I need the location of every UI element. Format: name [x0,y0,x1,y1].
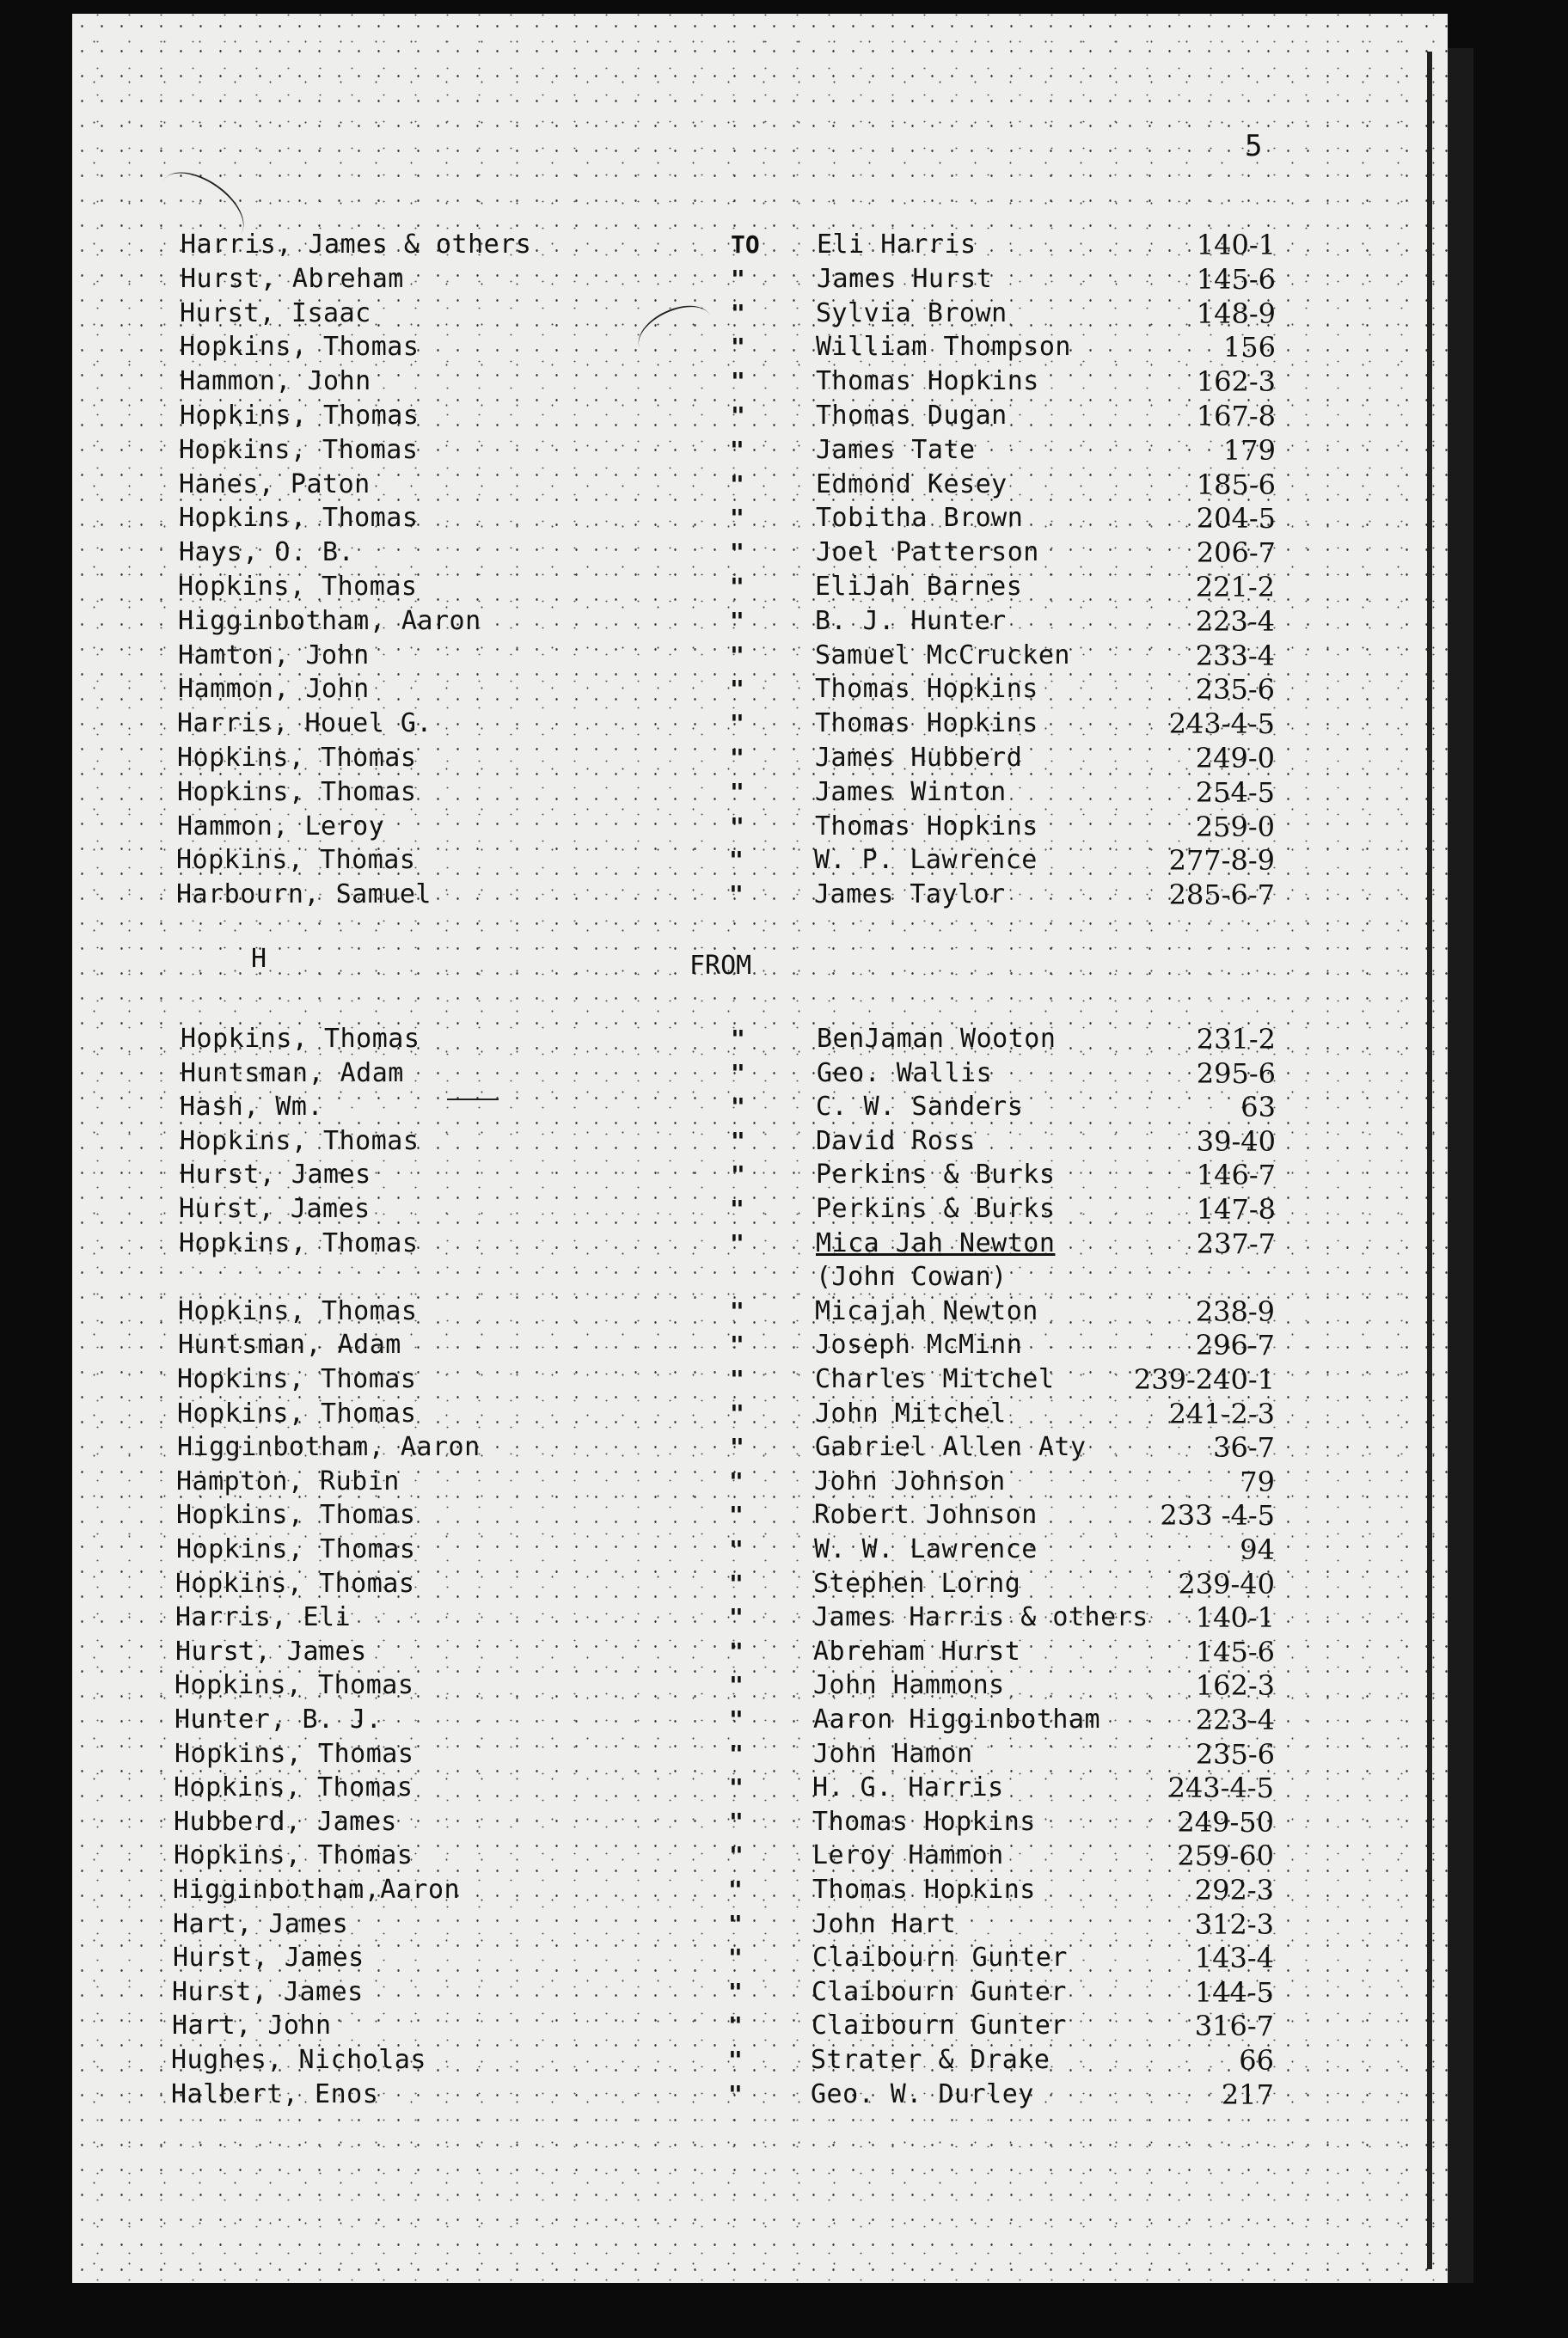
page-edge-shadow [1427,52,1432,2269]
from-section-label: FROM [689,951,752,981]
page-reference: 259-0 [1195,810,1275,843]
other-party: Gabriel Allen Aty [815,1432,1087,1463]
index-name: Hurst, James [175,1636,367,1667]
page-reference: 147-8 [1196,1193,1276,1226]
index-name: Hopkins, Thomas [176,1500,416,1531]
other-party: Claibourn Gunter [812,1943,1068,1974]
index-name: Hash, Wm. [180,1092,324,1123]
ditto-mark: " [731,1058,745,1087]
index-name: Hurst, Abreham [181,263,404,294]
other-party: James Hubberd [815,743,1023,773]
index-name: Huntsman, Adam [181,1057,404,1088]
ditto-mark: " [731,333,745,362]
other-party: H. G. Harris [812,1772,1004,1803]
page-reference: 185-6 [1196,468,1276,501]
page-reference: 296-7 [1195,1329,1275,1362]
index-name: Hopkins, Thomas [178,1295,418,1326]
ditto-mark: " [728,2011,743,2041]
ditto-mark: " [729,1739,744,1768]
page-reference: 143-4 [1194,1942,1274,1975]
ditto-mark: " [730,469,744,499]
page-reference: 156 [1222,331,1276,364]
other-party: W. W. Lawrence [814,1534,1038,1564]
ditto-mark: " [730,1296,744,1325]
index-name: Hopkins, Thomas [174,1772,413,1803]
ditto-mark: " [728,1909,743,1938]
index-name: Hart, James [173,1908,349,1939]
other-party: James Hurst [817,263,993,294]
page-reference: 233 -4-5 [1160,1499,1275,1533]
ditto-mark: " [729,1603,744,1632]
index-name: Hopkins, Thomas [179,1227,419,1258]
index-name: Hampton, Rubin [176,1466,400,1496]
index-name: Hart, John [172,2011,332,2041]
other-party: Joel Patterson [816,537,1039,568]
other-party: David Ross [816,1125,976,1156]
other-party: Claibourn Gunter [812,1976,1067,2007]
index-name: Hopkins, Thomas [175,1670,414,1701]
index-name: Hammon, Leroy [177,811,385,842]
ditto-mark: TO [731,230,760,259]
page-reference: 238-9 [1195,1294,1275,1328]
other-party: Strater & Drake [811,2045,1050,2075]
ditto-mark: " [730,777,744,806]
page-reference: 231-2 [1196,1023,1276,1056]
other-party: Thomas Hopkins [815,674,1038,705]
ditto-mark: " [730,538,744,567]
other-party: (John Cowan) [816,1262,1008,1293]
ditto-mark: " [731,1126,745,1155]
index-name: Hopkins, Thomas [177,1398,417,1429]
ditto-mark: " [731,1160,745,1190]
page-reference: 79 [1240,1465,1275,1498]
ditto-mark: " [729,846,744,875]
page-reference: 140-1 [1195,1601,1275,1635]
index-name: Halbert, Enos [171,2078,379,2109]
other-party: James Taylor [814,879,1006,910]
page-reference: 206-7 [1196,536,1276,570]
page-reference: 243-4-5 [1167,1772,1274,1805]
other-party: Mica Jah Newton [816,1227,1056,1258]
index-name: Hopkins, Thomas [179,434,419,465]
page-reference: 162-3 [1195,1669,1275,1703]
page-reference: 36-7 [1213,1431,1275,1465]
ditto-mark: " [729,1535,744,1564]
ditto-mark: " [731,298,745,327]
ditto-mark: " [731,1092,745,1122]
ditto-mark: " [729,1569,744,1598]
ditto-mark: " [730,1228,744,1258]
index-name: Hays, O. B. [179,537,355,568]
other-party: James Winton [815,776,1007,807]
index-name: Hurst, James [180,1160,371,1190]
other-party: John Hart [812,1908,957,1939]
index-name: Harbourn, Samuel [176,879,432,910]
index-name: Hammon, John [180,366,371,397]
other-party: Joseph McMinn [815,1330,1023,1361]
ditto-mark: " [730,709,744,738]
ditto-mark: " [729,1841,744,1870]
page-reference: 239-240-1 [1133,1363,1275,1396]
ditto-mark: " [731,264,745,293]
index-name: Hopkins, Thomas [180,332,420,363]
ditto-mark: " [728,1876,743,1904]
index-name: Hopkins, Thomas [177,1364,417,1394]
other-party: Aaron Higginbotham [813,1705,1101,1735]
index-name: Hopkins, Thomas [178,572,418,602]
page-reference: 140-1 [1196,229,1276,261]
pencil-line [447,1099,499,1104]
ditto-mark: " [730,1399,744,1428]
page-reference: 312-3 [1194,1907,1274,1941]
index-name: Higginbotham, Aaron [178,605,481,636]
ditto-mark: " [731,1025,745,1053]
index-name: Hurst, Isaac [180,297,371,328]
index-name: Hopkins, Thomas [179,503,419,534]
other-party: William Thompson [816,332,1071,363]
index-name: Higginbotham, Aaron [177,1432,481,1463]
page-reference: 235-6 [1195,673,1275,707]
ditto-mark: " [731,367,745,396]
page-reference: 277-8-9 [1168,844,1275,878]
ditto-mark: " [729,1807,744,1836]
page-reference: 254-5 [1195,775,1275,809]
page-reference: 217 [1221,2078,1274,2111]
other-party: James Harris & others [813,1602,1148,1633]
other-party: ElіJah Barnes [815,572,1023,602]
other-party: Thomas Hopkins [815,811,1038,842]
page-reference: 223-4 [1195,1704,1275,1736]
other-party: Abreham Hurst [813,1636,1021,1667]
other-party: Tobitha Brown [816,503,1024,534]
ditto-mark: " [728,1977,743,2006]
other-party: Thomas Hopkins [812,1806,1036,1837]
other-party: C. W. Sanders [816,1092,1024,1123]
ditto-mark: " [729,880,744,909]
ditto-mark: " [730,572,744,601]
index-name: Hurst, James [172,1976,364,2007]
ditto-mark: " [729,1671,744,1700]
index-name: Hopkins, Thomas [181,1024,420,1054]
page-reference: 146-7 [1196,1159,1276,1192]
other-party: Perkins & Burks [816,1194,1056,1224]
page-reference: 145-6 [1195,1635,1275,1668]
page-reference: 94 [1240,1533,1275,1566]
other-party: Samuel McCrucken [815,640,1070,670]
from-section-heading: H [251,944,267,974]
page-reference: 233-4 [1195,639,1275,672]
page-reference: 63 [1240,1091,1276,1124]
page-reference: 235-6 [1195,1737,1275,1771]
page-reference: 66 [1239,2044,1274,2077]
index-name: Hanes, Paton [179,468,371,499]
other-party: Edmond Kesey [816,468,1008,499]
ditto-mark: " [730,1365,744,1393]
page-reference: 148-9 [1196,297,1276,330]
page-reference: 295-6 [1196,1056,1276,1090]
ditto-mark: " [728,2079,743,2108]
ditto-mark: " [730,606,744,635]
index-name: Higginbotham,Aaron [173,1875,461,1905]
index-name: Hopkins, Thomas [175,1568,415,1599]
ditto-mark: " [729,1705,744,1734]
other-party: John Hammons [813,1670,1005,1701]
other-party: Thomas Hopkins [812,1875,1036,1905]
ditto-mark: " [729,1773,744,1802]
page-reference: 259-60 [1177,1839,1274,1873]
other-party: Stephen Lorng [813,1568,1021,1599]
index-name: Hopkins, Thomas [176,845,416,876]
other-party: Leroy Hammon [812,1840,1004,1871]
other-party: Claibourn Gunter [812,2011,1067,2041]
other-party: Thomas Hopkins [815,708,1038,739]
page-reference: 285-6-7 [1168,878,1275,912]
other-party: Perkins & Burks [816,1160,1056,1190]
other-party: Micajah Newton [815,1295,1038,1326]
index-name: Harris, Houel G. [177,708,432,739]
ditto-mark: " [728,2046,743,2074]
index-name: Hubberd, James [174,1806,397,1837]
page-reference: 221-2 [1195,571,1275,603]
index-name: Hamton, John [178,640,370,670]
page-reference: 162-3 [1196,365,1276,399]
index-name: Hurst, James [173,1943,364,1974]
ditto-mark: " [730,640,744,670]
ditto-mark: " [728,1943,743,1973]
page-reference: 179 [1222,433,1276,467]
ditto-mark: " [730,504,744,533]
other-party: BenJaman Wooton [817,1024,1057,1054]
other-party: Thomas Dugan [816,401,1008,431]
ditto-mark: " [730,1195,744,1223]
page-reference: 39-40 [1196,1124,1276,1158]
ditto-mark: " [729,1466,744,1496]
index-name: Hunter, B. J. [175,1705,383,1735]
index-name: Hopkins, Thomas [180,1125,420,1156]
page-reference: 239-40 [1178,1567,1275,1600]
ditto-mark: " [730,675,744,704]
page-reference: 292-3 [1194,1874,1274,1907]
other-party: John Mitchel [815,1398,1007,1429]
other-party: Geo. W. Durley [811,2078,1034,2109]
index-name: Hurst, James [179,1194,371,1224]
page-reference: 145-6 [1196,262,1276,296]
other-party: John Hamon [813,1738,973,1769]
page-reference: 249-50 [1177,1805,1274,1839]
index-name: Hopkins, Thomas [174,1840,413,1871]
index-name: Huntsman, Adam [178,1330,401,1361]
index-name: Harris, James & others [181,230,532,260]
other-party: Sylvia Brown [816,297,1008,328]
other-party: Thomas Hopkins [816,366,1039,397]
page-reference: 249-0 [1195,742,1275,774]
ditto-mark: " [730,1331,744,1360]
other-party: B. J. Hunter [815,605,1007,636]
other-party: Robert Johnson [814,1500,1038,1531]
index-name: Harris, Eli [175,1602,352,1633]
ditto-mark: " [730,744,744,772]
ditto-mark: " [730,1433,744,1462]
ditto-mark: " [730,435,744,464]
index-name: Hopkins, Thomas [177,776,417,807]
page-reference: 316-7 [1194,2010,1274,2043]
other-party: W. P. Lawrence [814,845,1038,876]
index-name: Hopkins, Thomas [175,1738,414,1769]
index-name: Hopkins, Thomas [180,401,420,431]
ditto-mark: " [731,401,745,430]
page-number: 5 [1245,129,1263,163]
page-reference: 241-2-3 [1168,1397,1275,1430]
page-reference: 144-5 [1194,1975,1274,2009]
page-reference: 223-4 [1195,604,1275,638]
index-name: Hughes, Nicholas [171,2045,426,2075]
ditto-mark: " [729,1637,744,1666]
page-reference: 167-8 [1196,400,1276,432]
page-reference: 204-5 [1196,502,1276,536]
other-party: Geo. Wallis [817,1057,993,1088]
other-party: James Tate [816,434,976,465]
other-party: Charles Mitchel [815,1364,1055,1394]
page-reference: 237-7 [1196,1227,1276,1260]
index-name: Hammon, John [178,674,370,705]
ditto-mark: " [730,811,744,841]
ditto-mark: " [729,1501,744,1530]
other-party: John Johnson [814,1466,1006,1496]
page-reference: 243-4-5 [1168,707,1275,741]
index-name: Hopkins, Thomas [176,1534,416,1564]
other-party: Eli Harris [817,230,977,260]
index-name: Hopkins, Thomas [177,743,417,773]
